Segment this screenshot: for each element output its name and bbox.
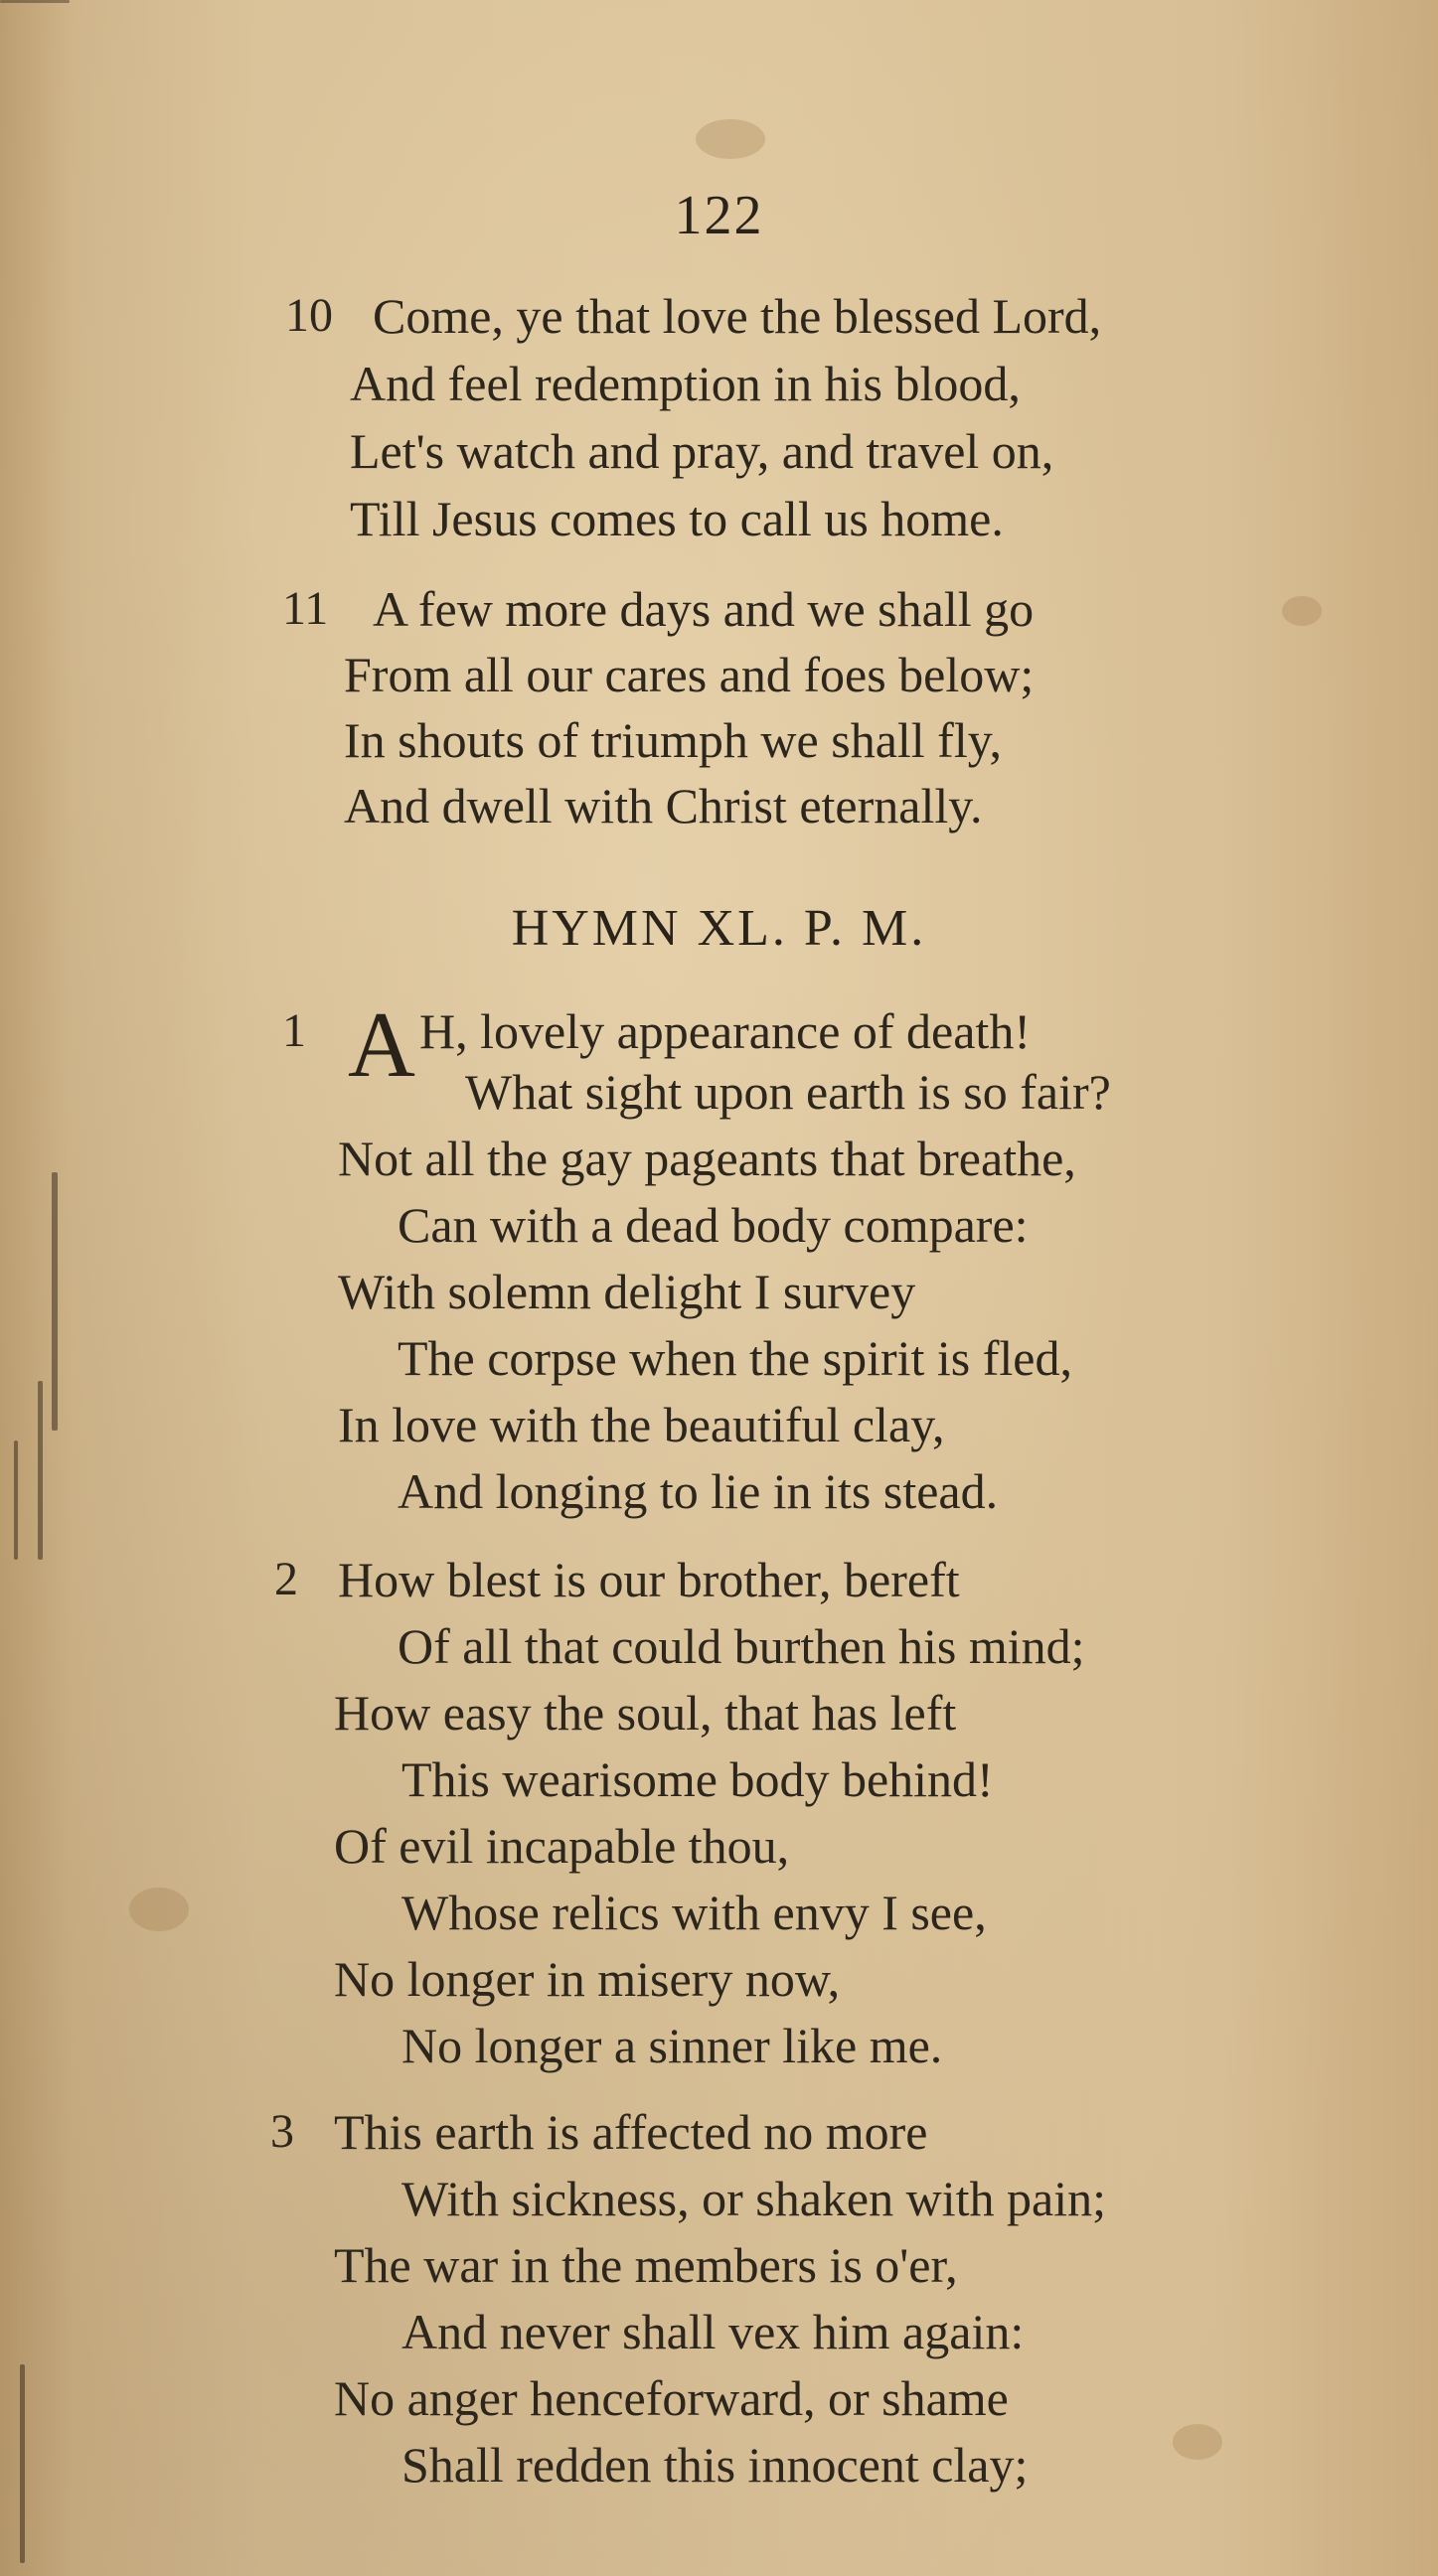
spine-mark xyxy=(20,2364,25,2563)
verse-line: Of all that could burthen his mind; xyxy=(398,1618,1085,1674)
verse-line: No longer a sinner like me. xyxy=(401,2018,943,2073)
age-spot xyxy=(129,1888,189,1931)
verse-line: Come, ye that love the blessed Lord, xyxy=(373,288,1102,344)
verse-line: From all our cares and foes below; xyxy=(344,647,1035,702)
verse-line: The war in the members is o'er, xyxy=(334,2237,958,2293)
verse-line: And dwell with Christ eternally. xyxy=(344,778,983,833)
drop-cap: A xyxy=(348,993,415,1097)
verse-line: How easy the soul, that has left xyxy=(334,1685,957,1741)
verse-line: This earth is affected no more xyxy=(334,2104,928,2160)
verse-line: Not all the gay pageants that breathe, xyxy=(338,1131,1076,1186)
verse-line: This wearisome body behind! xyxy=(401,1751,994,1807)
verse-line: No anger henceforward, or shame xyxy=(334,2370,1009,2426)
age-spot xyxy=(1282,596,1322,626)
spine-mark xyxy=(52,1172,58,1431)
verse-line: Shall redden this innocent clay; xyxy=(401,2437,1029,2493)
verse-line: And never shall vex him again: xyxy=(401,2304,1025,2359)
verse-line: With solemn delight I survey xyxy=(338,1264,916,1319)
spine-mark xyxy=(14,1440,18,1560)
verse-line: Till Jesus comes to call us home. xyxy=(350,491,1004,546)
verse-line: In shouts of triumph we shall fly, xyxy=(344,712,1002,768)
verse-line: How blest is our brother, bereft xyxy=(338,1552,960,1607)
stanza-number: 10 xyxy=(285,289,333,342)
verse-line: In love with the beautiful clay, xyxy=(338,1397,945,1452)
verse-line: H, lovely appearance of death! xyxy=(419,1003,1031,1059)
age-spot xyxy=(1173,2424,1222,2460)
stanza-number: 11 xyxy=(282,582,329,635)
stanza-number: 2 xyxy=(274,1553,298,1605)
verse-line: And longing to lie in its stead. xyxy=(398,1463,999,1519)
page-number: 122 xyxy=(674,185,764,246)
verse-line: Let's watch and pray, and travel on, xyxy=(350,423,1054,479)
verse-line: The corpse when the spirit is fled, xyxy=(398,1330,1072,1386)
verse-line: A few more days and we shall go xyxy=(373,581,1035,637)
verse-line: Can with a dead body compare: xyxy=(398,1197,1029,1253)
spine-mark xyxy=(38,1381,43,1560)
age-spot xyxy=(696,119,765,159)
verse-line: Whose relics with envy I see, xyxy=(401,1885,987,1940)
verse-line: Of evil incapable thou, xyxy=(334,1818,790,1874)
verse-line: And feel redemption in his blood, xyxy=(350,356,1021,411)
hymn-title: HYMN XL. P. M. xyxy=(511,900,927,957)
stanza-number: 1 xyxy=(282,1004,306,1057)
verse-line: With sickness, or shaken with pain; xyxy=(401,2171,1106,2226)
spine-mark xyxy=(0,0,70,3)
verse-line: No longer in misery now, xyxy=(334,1951,841,2007)
stanza-number: 3 xyxy=(270,2105,294,2158)
verse-line: What sight upon earth is so fair? xyxy=(465,1064,1111,1120)
